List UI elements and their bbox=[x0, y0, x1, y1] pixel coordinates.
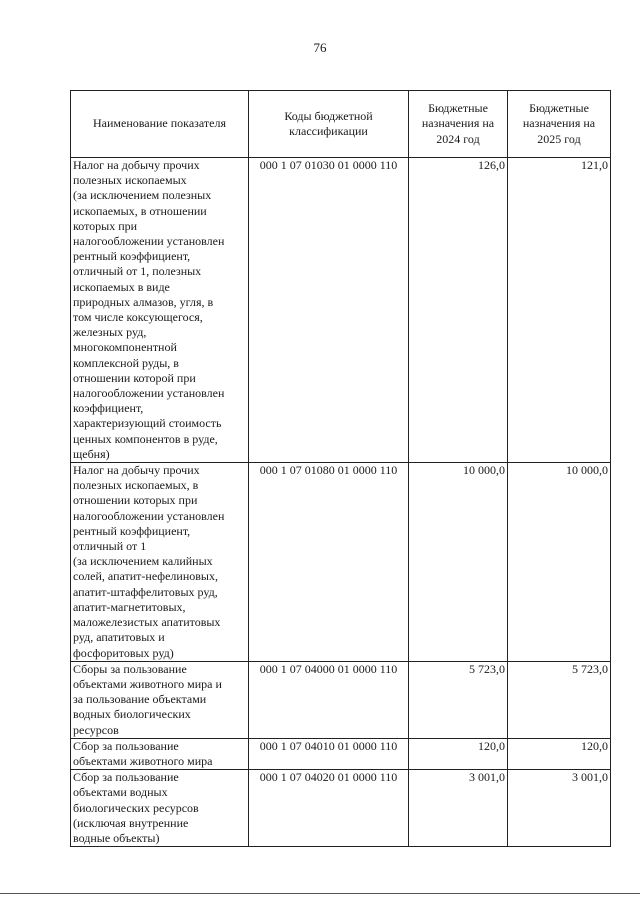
header-budget-2024: Бюджетные назначения на 2024 год bbox=[409, 91, 508, 158]
amount-2024-cell: 5 723,0 bbox=[409, 661, 508, 738]
amount-2024-cell: 120,0 bbox=[409, 738, 508, 769]
amount-2024-cell: 3 001,0 bbox=[409, 770, 508, 847]
table-row bbox=[71, 661, 611, 738]
indicator-name-cell: Сборы за пользование объектами животного мира и за пользование объектами водных биологических ресурсов bbox=[71, 661, 249, 738]
table-row bbox=[71, 738, 611, 769]
amount-2024-cell: 10 000,0 bbox=[409, 463, 508, 662]
scan-edge-line bbox=[0, 893, 640, 894]
amount-2025-cell: 10 000,0 bbox=[508, 463, 611, 662]
header-indicator-name: Наименование показателя bbox=[71, 91, 249, 158]
amount-2025-cell: 120,0 bbox=[508, 738, 611, 769]
indicator-name-cell: Сбор за пользование объектами животного мира bbox=[71, 738, 249, 769]
table-header-row bbox=[71, 91, 611, 158]
budget-code-cell: 000 1 07 04020 01 0000 110 bbox=[249, 770, 409, 847]
budget-table bbox=[70, 90, 611, 847]
amount-2025-cell: 3 001,0 bbox=[508, 770, 611, 847]
indicator-name-cell: Налог на добычу прочих полезных ископаемых, в отношении которых при налогообложении установлен рентный коэффициент, отличный от 1 (за исключением калийных солей, апатит-нефелиновых, апатит-штаффелитовых руд, апатит-магнетитовых, маложелезистых апатитовых руд, апатитовых и фосфоритовых руд) bbox=[71, 463, 249, 662]
amount-2024-cell: 126,0 bbox=[409, 158, 508, 463]
table-row bbox=[71, 158, 611, 463]
table-row bbox=[71, 463, 611, 662]
budget-code-cell: 000 1 07 01080 01 0000 110 bbox=[249, 463, 409, 662]
budget-code-cell: 000 1 07 04010 01 0000 110 bbox=[249, 738, 409, 769]
budget-code-cell: 000 1 07 01030 01 0000 110 bbox=[249, 158, 409, 463]
page-number: 76 bbox=[313, 40, 327, 55]
amount-2025-cell: 5 723,0 bbox=[508, 661, 611, 738]
header-budget-2025: Бюджетные назначения на 2025 год bbox=[508, 91, 611, 158]
table-row bbox=[71, 770, 611, 847]
budget-code-cell: 000 1 07 04000 01 0000 110 bbox=[249, 661, 409, 738]
header-budget-codes: Коды бюджетной классификации bbox=[249, 91, 409, 158]
indicator-name-cell: Сбор за пользование объектами водных биологических ресурсов (исключая внутренние водные объекты) bbox=[71, 770, 249, 847]
amount-2025-cell: 121,0 bbox=[508, 158, 611, 463]
indicator-name-cell: Налог на добычу прочих полезных ископаемых (за исключением полезных ископаемых, в отношении которых при налогообложении установлен рентный коэффициент, отличный от 1, полезных ископаемых в виде природных алмазов, угля, в том числе коксующегося, железных руд, многокомпонентной комплексной руды, в отношении которой при налогообложении установлен коэффициент, характеризующий стоимость ценных компонентов в руде, щебня) bbox=[71, 158, 249, 463]
